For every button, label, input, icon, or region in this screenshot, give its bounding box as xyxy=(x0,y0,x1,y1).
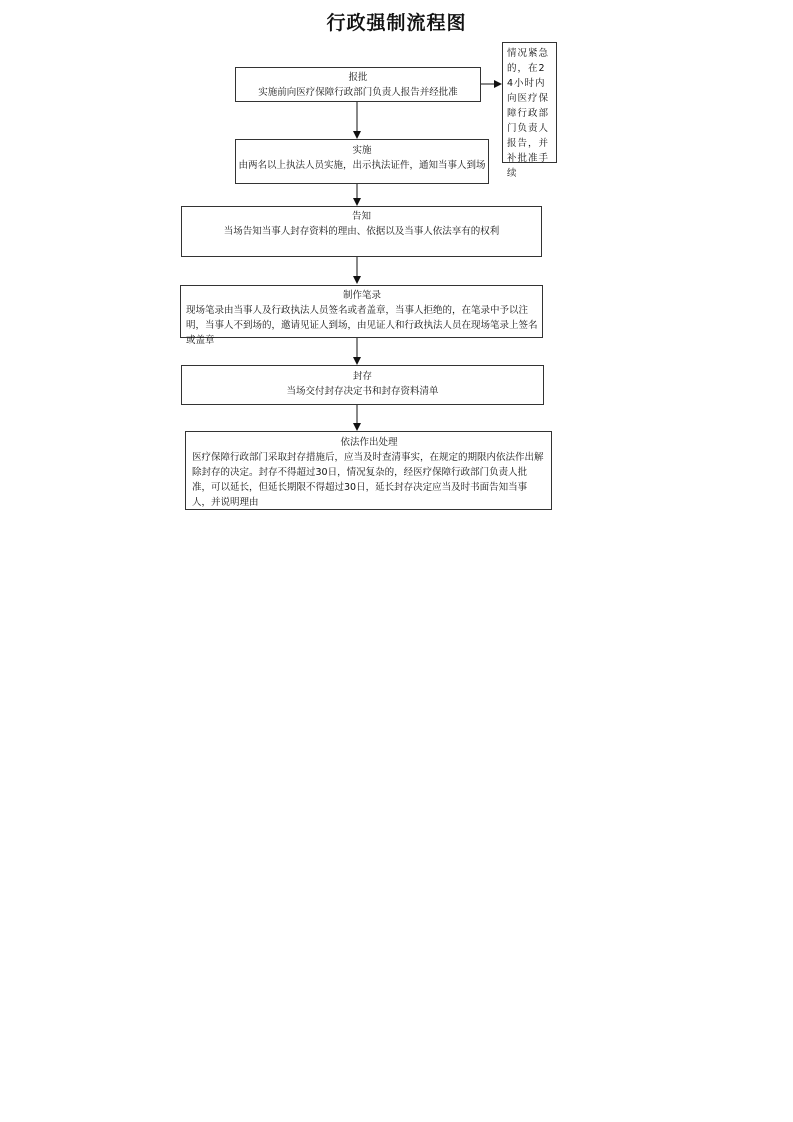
step-approval-title: 报批 xyxy=(348,72,368,83)
step-record xyxy=(180,285,543,346)
page-title: 行政强制流程图 xyxy=(326,12,467,34)
step-implement xyxy=(235,139,489,184)
step-handle-title: 依法作出处理 xyxy=(340,437,398,448)
step-seal-text: 当场交付封存决定书和封存资料清单 xyxy=(286,386,439,397)
step-record-title: 制作笔录 xyxy=(342,290,381,301)
step-notify xyxy=(181,206,542,257)
step-seal-title: 封存 xyxy=(352,371,372,382)
step-seal xyxy=(181,365,544,405)
step-implement-text: 由两名以上执法人员实施，出示执法证件，通知当事人到场 xyxy=(238,160,486,171)
step-record-text: 现场笔录由当事人及行政执法人员签名或者盖章，当事人拒绝的，在笔录中予以注明，当事人不到场的，邀请见证人到场，由见证人和行政执法人员在现场笔录上签名或盖章 xyxy=(186,305,538,346)
step-approval xyxy=(235,67,481,102)
step-implement-title: 实施 xyxy=(352,145,372,156)
step-approval-text: 实施前向医疗保障行政部门负责人报告并经批准 xyxy=(258,87,458,98)
step-notify-text: 当场告知当事人封存资料的理由、依据以及当事人依法享有的权利 xyxy=(223,226,500,237)
step-handle xyxy=(185,431,552,510)
step-notify-title: 告知 xyxy=(351,211,371,222)
step-handle-text: 医疗保障行政部门采取封存措施后，应当及时查清事实，在规定的期限内依法作出解除封存的决定。封存不得超过30日，情况复杂的，经医疗保障行政部门负责人批准，可以延长，但延长期限不得超过30日，延长封存决定应当及时书面告知当事人，并说明理由 xyxy=(192,452,544,508)
urgent-side-note: 情况紧急的，在24小时内向医疗保障行政部门负责人报告，并补批准手续 xyxy=(502,42,557,163)
